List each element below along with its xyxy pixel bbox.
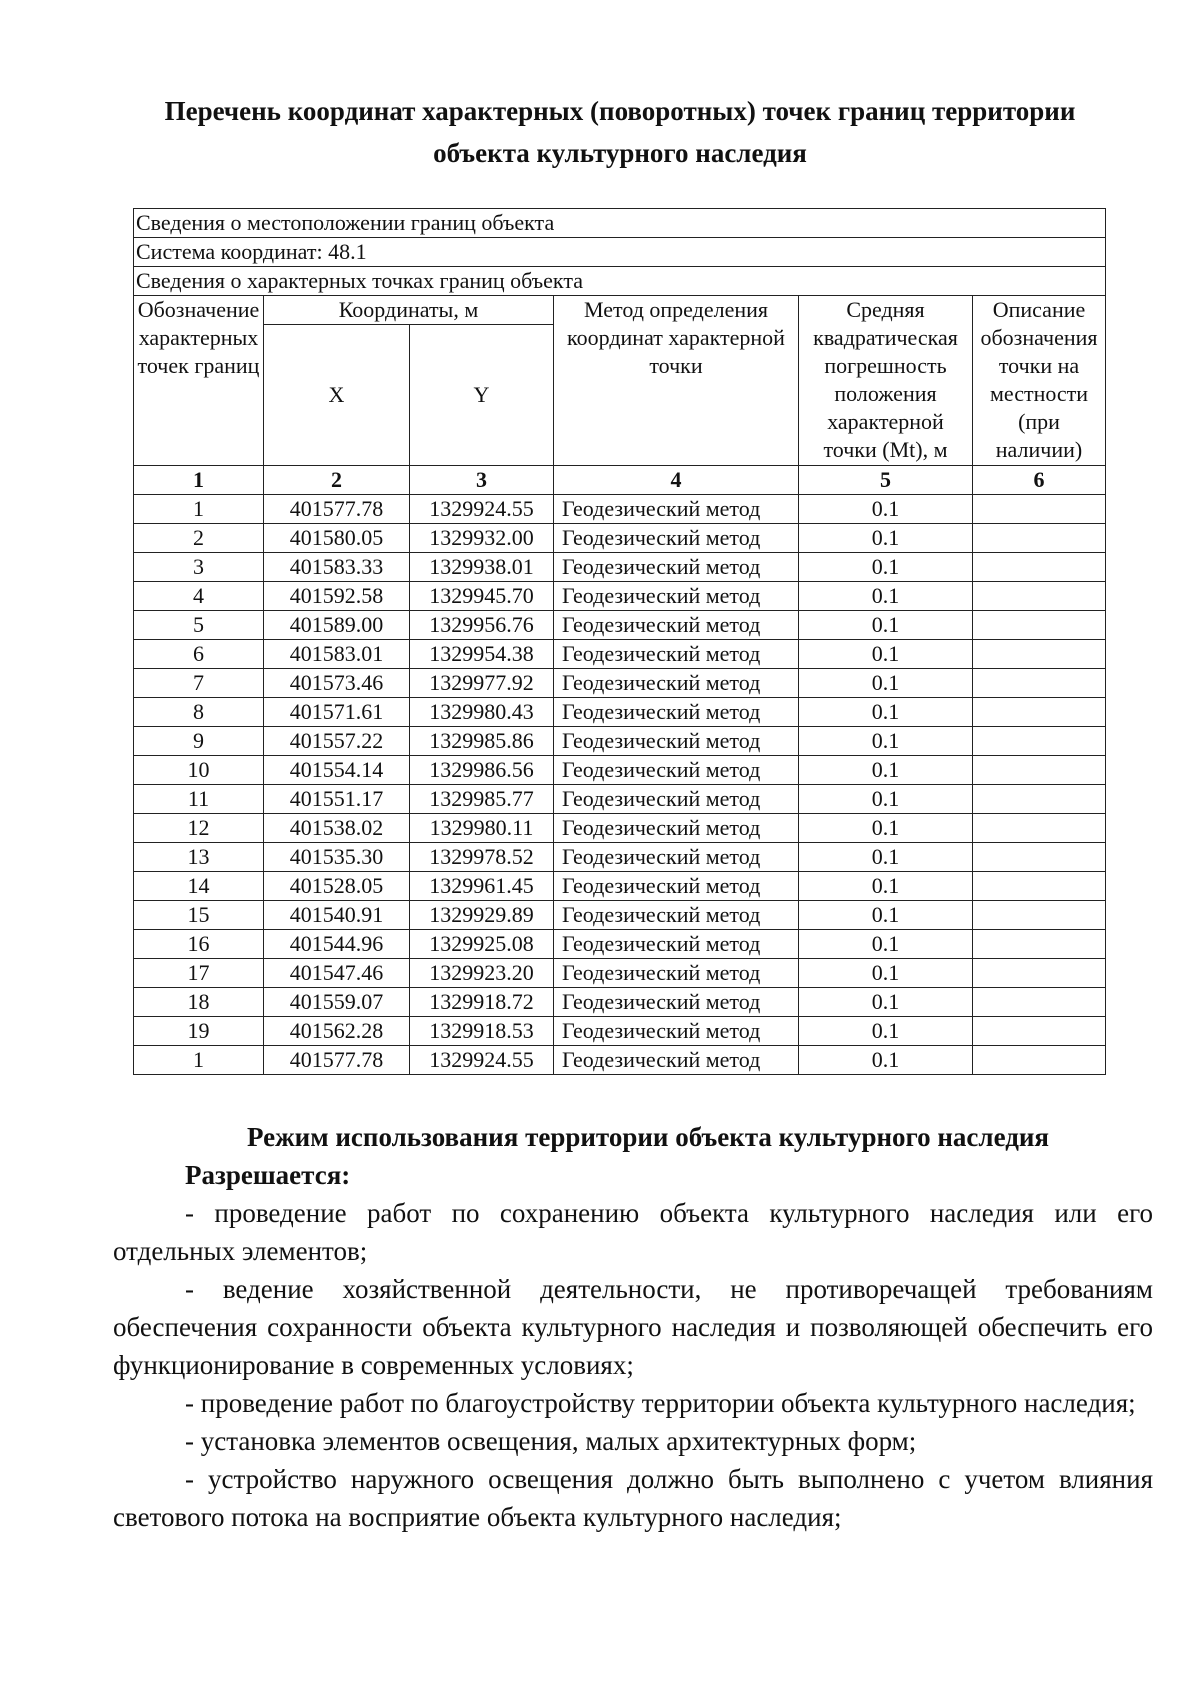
- error-cell: 0.1: [799, 1046, 973, 1075]
- coordinates-table-body: [134, 209, 1106, 1075]
- coordinate-y-cell: 1329977.92: [410, 669, 554, 698]
- point-id-cell: 1: [134, 495, 264, 524]
- error-cell: 0.1: [799, 698, 973, 727]
- column-number: 5: [799, 466, 973, 495]
- coordinate-x-cell: 401538.02: [264, 814, 410, 843]
- description-cell: [973, 640, 1106, 669]
- coordinates-table: [133, 208, 1106, 1075]
- method-cell: Геодезический метод: [554, 843, 799, 872]
- coordinate-x-cell: 401580.05: [264, 524, 410, 553]
- error-cell: 0.1: [799, 495, 973, 524]
- coordinate-x-cell: 401583.01: [264, 640, 410, 669]
- error-cell: 0.1: [799, 524, 973, 553]
- allowed-label: Разрешается:: [185, 1160, 351, 1190]
- error-cell: 0.1: [799, 988, 973, 1017]
- column-number: 6: [973, 466, 1106, 495]
- coordinate-x-cell: 401583.33: [264, 553, 410, 582]
- header-designation: Обозначение характерных точек границ: [134, 296, 264, 466]
- description-cell: [973, 495, 1106, 524]
- column-number: 2: [264, 466, 410, 495]
- coordinate-x-cell: 401571.61: [264, 698, 410, 727]
- point-id-cell: 7: [134, 669, 264, 698]
- method-cell: Геодезический метод: [554, 1017, 799, 1046]
- header-method: Метод определения координат характерной точки: [554, 296, 799, 466]
- coordinate-x-cell: 401557.22: [264, 727, 410, 756]
- error-cell: 0.1: [799, 553, 973, 582]
- table-row: [134, 1017, 1106, 1046]
- coordinate-x-cell: 401589.00: [264, 611, 410, 640]
- method-cell: Геодезический метод: [554, 495, 799, 524]
- description-cell: [973, 611, 1106, 640]
- description-cell: [973, 582, 1106, 611]
- table-row: [134, 698, 1106, 727]
- point-id-cell: 15: [134, 901, 264, 930]
- table-row: [134, 611, 1106, 640]
- header-description: Описание обозначения точки на местности (при наличии): [973, 296, 1106, 466]
- coordinate-y-cell: 1329985.86: [410, 727, 554, 756]
- column-number-row: [134, 466, 1106, 495]
- error-cell: 0.1: [799, 756, 973, 785]
- error-cell: 0.1: [799, 640, 973, 669]
- coordinate-x-cell: 401559.07: [264, 988, 410, 1017]
- header-coordinates: Координаты, м: [264, 296, 554, 325]
- point-id-cell: 1: [134, 1046, 264, 1075]
- usage-regime-section: [113, 1118, 1153, 1536]
- table-row: [134, 756, 1106, 785]
- coordinate-x-cell: 401573.46: [264, 669, 410, 698]
- coordinate-y-cell: 1329924.55: [410, 1046, 554, 1075]
- coordinate-y-cell: 1329924.55: [410, 495, 554, 524]
- error-cell: 0.1: [799, 669, 973, 698]
- coordinate-y-cell: 1329945.70: [410, 582, 554, 611]
- point-id-cell: 19: [134, 1017, 264, 1046]
- table-row: [134, 785, 1106, 814]
- method-cell: Геодезический метод: [554, 524, 799, 553]
- description-cell: [973, 872, 1106, 901]
- error-cell: 0.1: [799, 843, 973, 872]
- method-cell: Геодезический метод: [554, 785, 799, 814]
- method-cell: Геодезический метод: [554, 611, 799, 640]
- point-id-cell: 9: [134, 727, 264, 756]
- error-cell: 0.1: [799, 611, 973, 640]
- allowed-item: - ведение хозяйственной деятельности, не противоречащей требованиям обеспечения сохранности объекта культурного наследия и позволяющей обеспечить его функционирование в современных условиях;: [113, 1274, 1153, 1380]
- point-id-cell: 6: [134, 640, 264, 669]
- allowed-item: - устройство наружного освещения должно быть выполнено с учетом влияния светового потока на восприятие объекта культурного наследия;: [113, 1464, 1153, 1532]
- coordinate-x-cell: 401528.05: [264, 872, 410, 901]
- coordinate-x-cell: 401592.58: [264, 582, 410, 611]
- coordinate-y-cell: 1329929.89: [410, 901, 554, 930]
- method-cell: Геодезический метод: [554, 756, 799, 785]
- description-cell: [973, 988, 1106, 1017]
- table-row: [134, 872, 1106, 901]
- method-cell: Геодезический метод: [554, 872, 799, 901]
- coordinate-y-cell: 1329985.77: [410, 785, 554, 814]
- header-error: Средняя квадратическая погрешность положения характерной точки (Mt), м: [799, 296, 973, 466]
- table-row: [134, 959, 1106, 988]
- table-row: [134, 727, 1106, 756]
- coordinate-x-cell: 401562.28: [264, 1017, 410, 1046]
- coordinate-y-cell: 1329980.43: [410, 698, 554, 727]
- table-row: [134, 901, 1106, 930]
- header-y: Y: [410, 325, 554, 466]
- point-id-cell: 17: [134, 959, 264, 988]
- coordinate-x-cell: 401551.17: [264, 785, 410, 814]
- table-row: [134, 669, 1106, 698]
- method-cell: Геодезический метод: [554, 582, 799, 611]
- point-id-cell: 10: [134, 756, 264, 785]
- table-row: [134, 640, 1106, 669]
- point-id-cell: 18: [134, 988, 264, 1017]
- table-row: [134, 553, 1106, 582]
- table-info-row: [134, 209, 1106, 238]
- coordinate-x-cell: 401577.78: [264, 495, 410, 524]
- method-cell: Геодезический метод: [554, 553, 799, 582]
- coordinate-x-cell: 401547.46: [264, 959, 410, 988]
- table-row: [134, 495, 1106, 524]
- coordinate-x-cell: 401554.14: [264, 756, 410, 785]
- description-cell: [973, 930, 1106, 959]
- point-id-cell: 4: [134, 582, 264, 611]
- description-cell: [973, 669, 1106, 698]
- allowed-item: - проведение работ по сохранению объекта культурного наследия или его отдельных элементов;: [113, 1198, 1153, 1266]
- coordinate-y-cell: 1329980.11: [410, 814, 554, 843]
- point-id-cell: 5: [134, 611, 264, 640]
- method-cell: Геодезический метод: [554, 1046, 799, 1075]
- coordinate-y-cell: 1329956.76: [410, 611, 554, 640]
- error-cell: 0.1: [799, 727, 973, 756]
- method-cell: Геодезический метод: [554, 669, 799, 698]
- coordinate-y-cell: 1329961.45: [410, 872, 554, 901]
- coordinate-y-cell: 1329978.52: [410, 843, 554, 872]
- method-cell: Геодезический метод: [554, 727, 799, 756]
- point-id-cell: 14: [134, 872, 264, 901]
- description-cell: [973, 524, 1106, 553]
- coordinate-y-cell: 1329918.53: [410, 1017, 554, 1046]
- coordinate-y-cell: 1329954.38: [410, 640, 554, 669]
- description-cell: [973, 843, 1106, 872]
- description-cell: [973, 1046, 1106, 1075]
- error-cell: 0.1: [799, 785, 973, 814]
- coordinate-y-cell: 1329923.20: [410, 959, 554, 988]
- point-id-cell: 16: [134, 930, 264, 959]
- usage-regime-heading: Режим использования территории объекта культурного наследия: [246, 1122, 1050, 1152]
- point-id-cell: 3: [134, 553, 264, 582]
- table-row: [134, 988, 1106, 1017]
- error-cell: 0.1: [799, 814, 973, 843]
- description-cell: [973, 698, 1106, 727]
- description-cell: [973, 785, 1106, 814]
- column-number: 3: [410, 466, 554, 495]
- error-cell: 0.1: [799, 901, 973, 930]
- table-header-row: [134, 296, 1106, 325]
- point-id-cell: 13: [134, 843, 264, 872]
- description-cell: [973, 814, 1106, 843]
- point-id-cell: 11: [134, 785, 264, 814]
- coordinate-y-cell: 1329918.72: [410, 988, 554, 1017]
- table-row: [134, 930, 1106, 959]
- description-cell: [973, 1017, 1106, 1046]
- coordinate-system-cell: Система координат: 48.1: [134, 238, 1106, 267]
- header-x: X: [264, 325, 410, 466]
- description-cell: [973, 553, 1106, 582]
- description-cell: [973, 756, 1106, 785]
- method-cell: Геодезический метод: [554, 698, 799, 727]
- table-info-row: [134, 267, 1106, 296]
- allowed-item: - установка элементов освещения, малых архитектурных форм;: [185, 1426, 917, 1456]
- point-id-cell: 12: [134, 814, 264, 843]
- table-row: [134, 582, 1106, 611]
- coordinate-x-cell: 401577.78: [264, 1046, 410, 1075]
- column-number: 4: [554, 466, 799, 495]
- point-id-cell: 2: [134, 524, 264, 553]
- coordinate-y-cell: 1329932.00: [410, 524, 554, 553]
- coordinate-y-cell: 1329925.08: [410, 930, 554, 959]
- point-id-cell: 8: [134, 698, 264, 727]
- column-number: 1: [134, 466, 264, 495]
- method-cell: Геодезический метод: [554, 640, 799, 669]
- table-row: [134, 524, 1106, 553]
- method-cell: Геодезический метод: [554, 988, 799, 1017]
- coordinate-x-cell: 401544.96: [264, 930, 410, 959]
- method-cell: Геодезический метод: [554, 930, 799, 959]
- title-line-2: объекта культурного наследия: [433, 138, 807, 168]
- error-cell: 0.1: [799, 872, 973, 901]
- description-cell: [973, 727, 1106, 756]
- method-cell: Геодезический метод: [554, 959, 799, 988]
- table-row: [134, 814, 1106, 843]
- error-cell: 0.1: [799, 959, 973, 988]
- coordinate-y-cell: 1329986.56: [410, 756, 554, 785]
- allowed-item: - проведение работ по благоустройству территории объекта культурного наследия;: [185, 1388, 1136, 1418]
- table-row: [134, 843, 1106, 872]
- method-cell: Геодезический метод: [554, 814, 799, 843]
- location-info-cell: Сведения о местоположении границ объекта: [134, 209, 1106, 238]
- table-row: [134, 1046, 1106, 1075]
- method-cell: Геодезический метод: [554, 901, 799, 930]
- description-cell: [973, 959, 1106, 988]
- error-cell: 0.1: [799, 1017, 973, 1046]
- description-cell: [973, 901, 1106, 930]
- coordinate-x-cell: 401540.91: [264, 901, 410, 930]
- title-line-1: Перечень координат характерных (поворотных) точек границ территории: [164, 96, 1076, 126]
- error-cell: 0.1: [799, 930, 973, 959]
- error-cell: 0.1: [799, 582, 973, 611]
- coordinate-y-cell: 1329938.01: [410, 553, 554, 582]
- points-info-cell: Сведения о характерных точках границ объекта: [134, 267, 1106, 296]
- document-title: [120, 90, 1120, 174]
- table-info-row: [134, 238, 1106, 267]
- coordinate-x-cell: 401535.30: [264, 843, 410, 872]
